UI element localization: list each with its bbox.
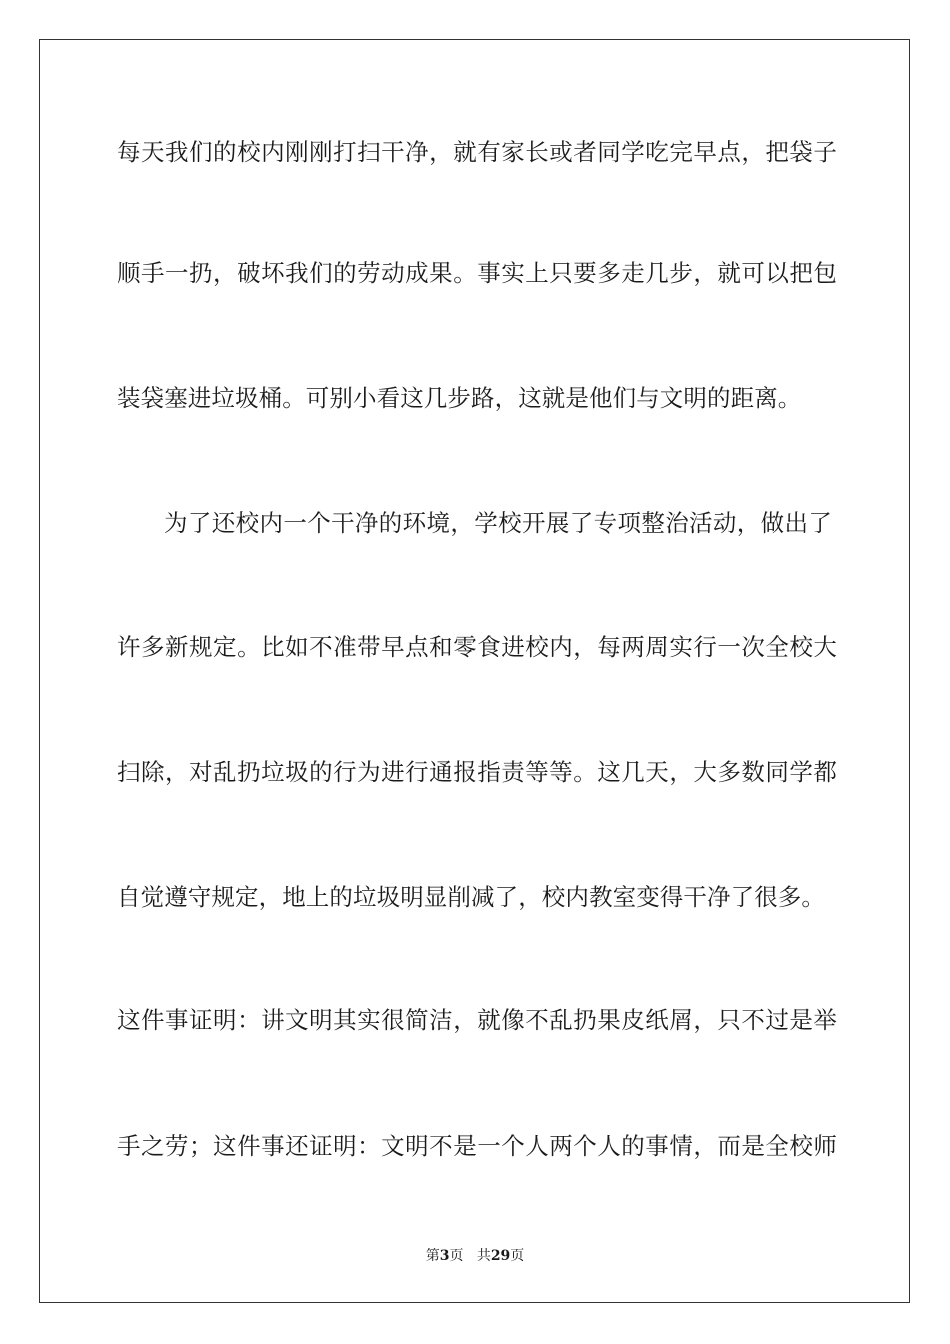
body-line-7: 自觉遵守规定，地上的垃圾明显削减了，校内教室变得干净了很多。 <box>117 883 825 911</box>
body-line-3: 装袋塞进垃圾桶。可别小看这几步路，这就是他们与文明的距离。 <box>117 384 802 412</box>
page-suffix: 页 <box>449 1248 464 1264</box>
body-line-1: 每天我们的校内刚刚打扫干净，就有家长或者同学吃完早点，把袋子 <box>117 138 837 166</box>
total-suffix: 页 <box>510 1248 525 1264</box>
body-line-2: 顺手一扔，破坏我们的劳动成果。事实上只要多走几步，就可以把包 <box>117 259 837 287</box>
body-line-8: 这件事证明：讲文明其实很简洁，就像不乱扔果皮纸屑，只不过是举 <box>117 1006 837 1034</box>
page-footer <box>0 1247 950 1265</box>
page-number: 3 <box>439 1248 450 1264</box>
body-line-5: 许多新规定。比如不准带早点和零食进校内，每两周实行一次全校大 <box>117 633 837 661</box>
body-line-6: 扫除，对乱扔垃圾的行为进行通报指责等等。这几天，大多数同学都 <box>117 758 837 786</box>
body-line-9: 手之劳；这件事还证明：文明不是一个人两个人的事情，而是全校师 <box>117 1132 837 1160</box>
page-prefix: 第 <box>425 1248 440 1264</box>
total-prefix: 共 <box>476 1248 491 1264</box>
total-pages: 29 <box>490 1248 511 1264</box>
page-frame <box>39 39 910 1303</box>
body-line-4-paragraph-start: 为了还校内一个干净的环境，学校开展了专项整治活动，做出了 <box>164 509 832 537</box>
